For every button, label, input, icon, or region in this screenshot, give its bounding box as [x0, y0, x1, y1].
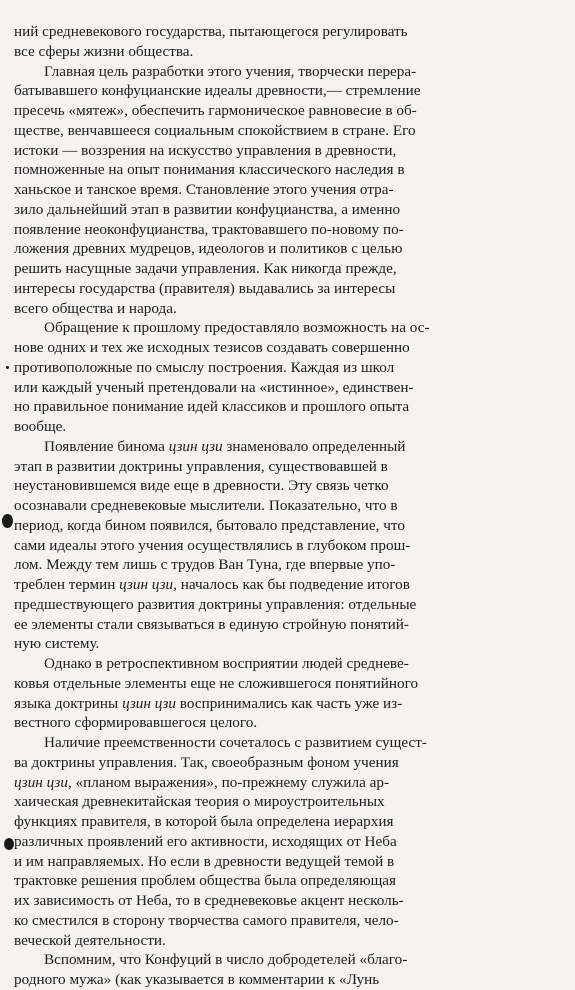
page-body-text [14, 22, 562, 990]
text-line: ний средневекового государства, пытающегося регулировать [14, 23, 408, 40]
text-line: помноженные на опыт понимания классического наследия в [14, 161, 405, 179]
text-line: противоположные по смыслу построения. Каждая из школ [14, 358, 395, 376]
text-line: треблен термин цзин цзи, началось как бы подведение итогов [14, 576, 410, 593]
text-line: ковья отдельные элементы еще не сложившегося понятийного [14, 674, 419, 692]
text-line: вообще. [14, 418, 67, 435]
paragraph [14, 654, 562, 733]
text-line: трактовке решения проблем общества была определяющая [14, 872, 397, 890]
text-line: Появление бинома цзин цзи знаменовало определенный [44, 437, 406, 455]
text-line: цзин цзи, «планом выражения», по-прежнему служила ар- [14, 773, 390, 791]
text-line: нове одних и тех же исходных тезисов создавать совершенно [14, 339, 410, 356]
print-blemish [4, 838, 14, 850]
text-line: различных проявлений его активности, исходящих от Неба [14, 832, 397, 850]
text-line: появление неоконфуцианства, трактовавшего по-новому по- [14, 220, 404, 238]
paragraph [14, 437, 562, 654]
text-line: Главная цель разработки этого учения, творчески перера- [44, 62, 417, 80]
text-line: Наличие преемственности сочеталось с развитием сущест- [44, 734, 427, 751]
text-line: хаическая древнекитайская теория о мироустроительных [14, 793, 385, 811]
text-line: Однако в ретроспективном восприятии людей средневе- [44, 655, 409, 672]
text-line: осознавали средневековые мыслители. Показательно, что в [14, 497, 398, 514]
paragraph [14, 950, 562, 990]
text-line: веческой деятельности. [14, 931, 166, 949]
text-line: всего общества и народа. [14, 299, 177, 317]
paragraph [14, 62, 562, 319]
text-line: ко сместился в сторону творчества самого правителя, чело- [14, 911, 399, 929]
text-line: Вспомним, что Конфуций в число добродетелей «благо- [44, 951, 408, 969]
text-line: зило дальнейший этап в развитии конфуцианства, а именно [14, 200, 401, 218]
paragraph [14, 22, 562, 62]
print-blemish [2, 514, 13, 528]
text-line: вестного сформировавшегося целого. [14, 714, 258, 732]
text-line: батывавшего конфуцианские идеалы древности,— стремление [14, 82, 421, 100]
text-line: пресечь «мятеж», обеспечить гармоническое равновесие в об- [14, 102, 417, 119]
text-line: ее элементы стали связываться в единую стройную понятий- [14, 615, 409, 633]
text-line: и им направляемых. Но если в древности ведущей темой в [14, 852, 395, 870]
text-line: ханьское и танское время. Становление этого учения отра- [14, 181, 394, 198]
text-line: но правильное понимание идей классиков и прошлого опыта [14, 398, 410, 416]
text-line: языка доктрины цзин цзи воспринимались как часть уже из- [14, 694, 403, 712]
text-line: ложения древних мудрецов, идеологов и политиков с целью [14, 240, 403, 258]
text-line: лом. Между тем лишь с трудов Ван Туна, где впервые упо- [14, 556, 396, 574]
text-line: все сферы жизни общества. [14, 42, 194, 60]
text-line: решить насущные задачи управления. Как никогда прежде, [14, 260, 397, 277]
text-line: интересы государства (правителя) выдавались за интересы [14, 279, 396, 297]
text-line: этап в развитии доктрины управления, существовавшей в [14, 457, 388, 475]
text-line: сами идеалы этого учения осуществлялись в глубоком прош- [14, 536, 411, 554]
paragraph [14, 733, 562, 950]
print-blemish [6, 366, 9, 369]
text-line: неустановившемся виде еще в древности. Эту связь четко [14, 477, 389, 495]
text-line: родного мужа» (как указывается в комментарии к «Лунь [14, 971, 380, 988]
text-line: ную систему. [14, 635, 100, 653]
text-line: период, когда бином появился, бытовало представление, что [14, 516, 405, 534]
text-line: ва доктрины управления. Так, своеобразным фоном учения [14, 753, 399, 771]
text-line: Обращение к прошлому предоставляло возможность на ос- [44, 319, 430, 337]
paragraph [14, 318, 562, 437]
text-line: ществе, венчавшееся социальным спокойствием в стране. Его [14, 121, 416, 139]
text-line: их зависимость от Неба, то в средневековье акцент несколь- [14, 892, 404, 909]
text-line: или каждый ученый претендовали на «истинное», единствен- [14, 378, 414, 396]
text-line: функциях правителя, в которой была определена иерархия [14, 813, 394, 830]
text-line: предшествующего развития доктрины управления: отдельные [14, 595, 417, 613]
text-line: истоки — воззрения на искусство управления в древности, [14, 141, 397, 159]
